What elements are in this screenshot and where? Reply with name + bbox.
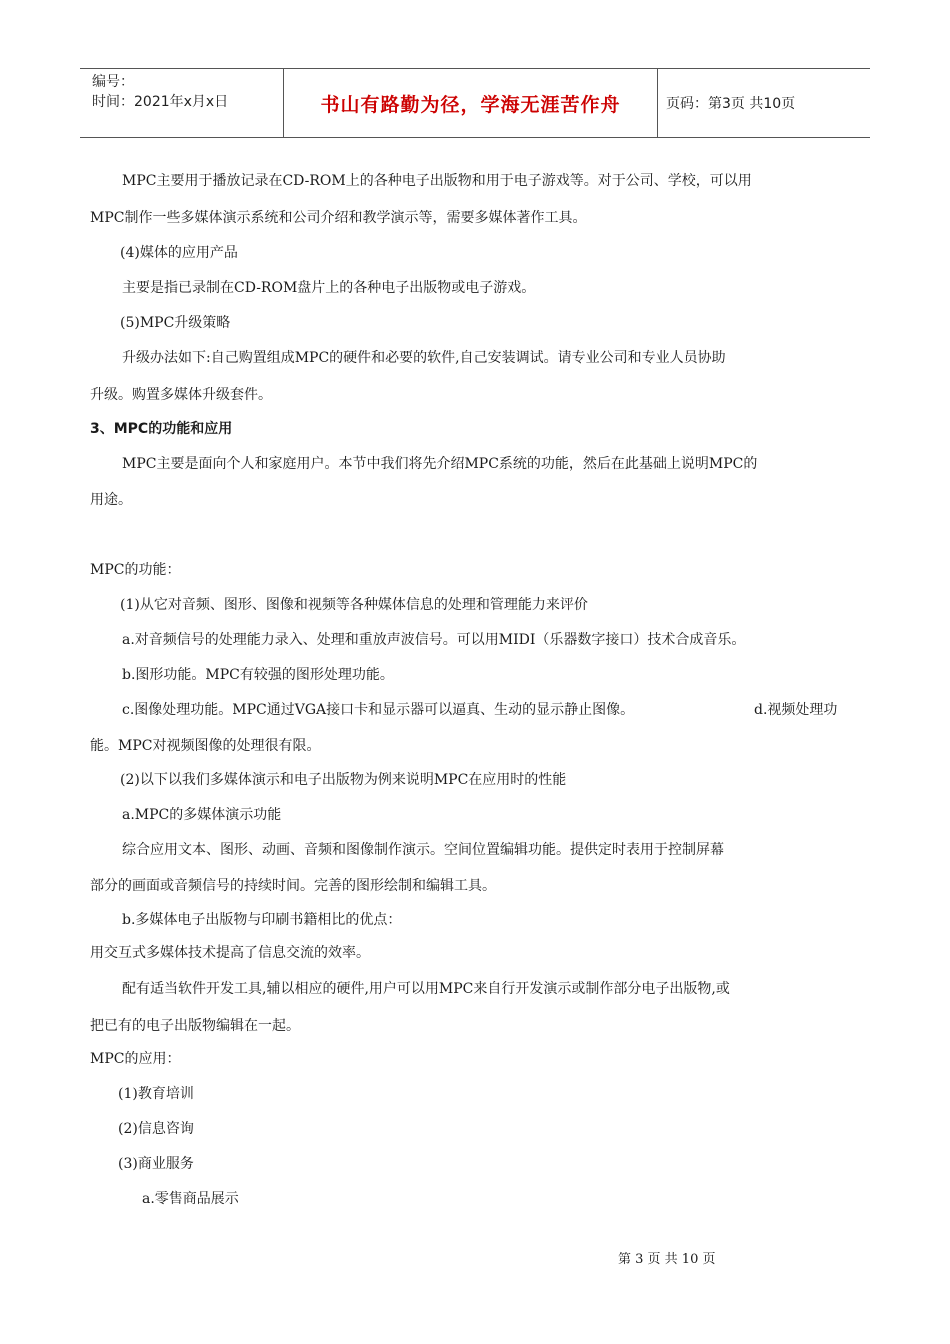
- list-item: d.视频处理功: [754, 702, 838, 718]
- header-motto-cell: [284, 69, 658, 137]
- paragraph-line: MPC制作一些多媒体演示系统和公司介绍和教学演示等，需要多媒体著作工具。: [90, 210, 587, 226]
- list-item: b.多媒体电子出版物与印刷书籍相比的优点：: [122, 912, 402, 928]
- list-item: (2)以下以我们多媒体演示和电子出版物为例来说明MPC在应用时的性能: [120, 772, 567, 788]
- paragraph-line: 配有适当软件开发工具,辅以相应的硬件,用户可以用MPC来自行开发演示或制作部分电子出版物,或: [122, 981, 730, 997]
- paragraph-line: 把已有的电子出版物编辑在一起。: [90, 1018, 300, 1034]
- paragraph-line: 能。MPC对视频图像的处理很有限。: [90, 738, 321, 754]
- page-footer: 第 3 页 共 10 页: [618, 1252, 716, 1267]
- paragraph-line: 升级。购置多媒体升级套件。: [90, 387, 272, 403]
- page-number-label: 页码：第3页 共10页: [666, 96, 796, 112]
- paragraph-line: 综合应用文本、图形、动画、音频和图像制作演示。空间位置编辑功能。提供定时表用于控制屏幕: [122, 842, 724, 858]
- list-item: (2)信息咨询: [118, 1121, 194, 1137]
- list-item: (3)商业服务: [118, 1156, 194, 1172]
- section-heading: 3、MPC的功能和应用: [90, 421, 233, 437]
- date-label: 时间：2021年x月x日: [92, 94, 229, 110]
- list-item: b.图形功能。MPC有较强的图形处理功能。: [122, 667, 394, 683]
- header-page-cell: [658, 69, 870, 137]
- motto-text: 书山有路勤为径，学海无涯苦作舟: [320, 93, 621, 116]
- document-number-label: 编号：: [92, 74, 134, 90]
- paragraph-line: 部分的画面或音频信号的持续时间。完善的图形绘制和编辑工具。: [90, 878, 496, 894]
- page-header: [80, 68, 870, 138]
- paragraph-line: 升级办法如下:自己购置组成MPC的硬件和必要的软件,自己安装调试。请专业公司和专业人员协助: [122, 350, 726, 366]
- paragraph-line: MPC主要是面向个人和家庭用户。本节中我们将先介绍MPC系统的功能，然后在此基础上说明MPC的: [122, 456, 758, 472]
- list-item: (1)从它对音频、图形、图像和视频等各种媒体信息的处理和管理能力来评价: [120, 597, 588, 613]
- paragraph-line: 用交互式多媒体技术提高了信息交流的效率。: [90, 945, 370, 961]
- list-item: a.对音频信号的处理能力录入、处理和重放声波信号。可以用MIDI（乐器数字接口）技术合成音乐。: [122, 632, 746, 648]
- header-meta-cell: [80, 69, 284, 137]
- paragraph-line: 主要是指已录制在CD-ROM盘片上的各种电子出版物或电子游戏。: [122, 280, 536, 296]
- list-item: (5)MPC升级策略: [120, 315, 231, 331]
- list-item: a.MPC的多媒体演示功能: [122, 807, 282, 823]
- paragraph-line: 用途。: [90, 492, 132, 508]
- subheading: MPC的功能：: [90, 562, 181, 578]
- list-item: c.图像处理功能。MPC通过VGA接口卡和显示器可以逼真、生动的显示静止图像。: [122, 702, 635, 718]
- list-item: (1)教育培训: [118, 1086, 194, 1102]
- list-item: (4)媒体的应用产品: [120, 245, 238, 261]
- list-item: a.零售商品展示: [142, 1191, 239, 1207]
- subheading: MPC的应用：: [90, 1051, 181, 1067]
- paragraph-line: MPC主要用于播放记录在CD-ROM上的各种电子出版物和用于电子游戏等。对于公司、学校，可以用: [122, 173, 752, 189]
